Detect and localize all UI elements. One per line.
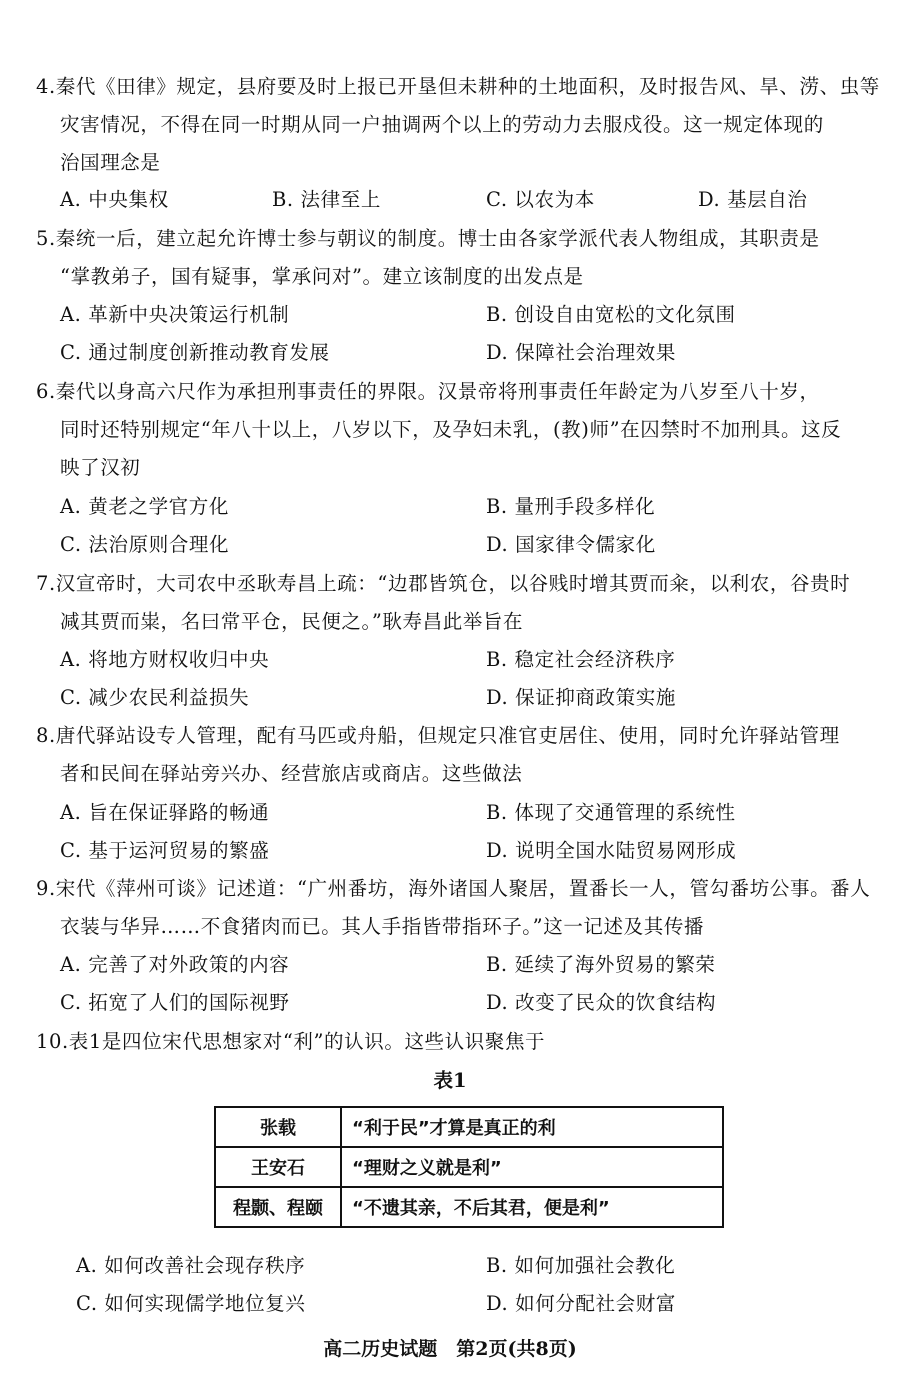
option-c[interactable]: C. 如何实现儒学地位复兴 [76, 1292, 306, 1315]
option-a[interactable]: A. 旨在保证驿路的畅通 [60, 801, 270, 824]
option-c[interactable]: C. 以农为本 [486, 188, 595, 211]
option-a[interactable]: A. 完善了对外政策的内容 [60, 953, 290, 976]
thinker-view: “不遗其亲，不后其君，便是利” [341, 1187, 723, 1227]
option-b[interactable]: B. 稳定社会经济秩序 [486, 648, 676, 671]
question-stem-line: 8.唐代驿站设专人管理，配有马匹或舟船，但规定只准官吏居住、使用，同时允许驿站管理 [36, 724, 840, 747]
question-stem-line: 4.秦代《田律》规定，县府要及时上报已开垦但未耕种的土地面积，及时报告风、旱、涝、虫等 [36, 75, 880, 98]
table-row [215, 1147, 723, 1187]
option-b[interactable]: B. 如何加强社会教化 [486, 1254, 676, 1277]
option-c[interactable]: C. 减少农民利益损失 [60, 686, 250, 709]
option-c[interactable]: C. 法治原则合理化 [60, 533, 230, 556]
question-stem-line: 9.宋代《萍州可谈》记述道：“广州番坊，海外诸国人聚居，置番长一人，管勾番坊公事。番人 [36, 877, 871, 900]
thinkers-table [214, 1106, 724, 1228]
thinker-name: 王安石 [215, 1147, 341, 1187]
option-b[interactable]: B. 创设自由宽松的文化氛围 [486, 303, 736, 326]
thinker-name: 程颢、程颐 [215, 1187, 341, 1227]
question-stem-line: 5.秦统一后，建立起允许博士参与朝议的制度。博士由各家学派代表人物组成，其职责是 [36, 227, 820, 250]
question-stem-line: “掌教弟子，国有疑事，掌承问对”。建立该制度的出发点是 [60, 265, 584, 288]
option-a[interactable]: A. 黄老之学官方化 [60, 495, 229, 518]
option-d[interactable]: D. 国家律令儒家化 [486, 533, 656, 556]
option-a[interactable]: A. 革新中央决策运行机制 [60, 303, 290, 326]
question-stem-line: 衣装与华异……不食猪肉而已。其人手指皆带指环子。”这一记述及其传播 [60, 915, 705, 938]
table-row [215, 1187, 723, 1227]
table-caption: 表1 [433, 1069, 467, 1092]
question-stem-line: 治国理念是 [60, 151, 161, 174]
option-d[interactable]: D. 保证抑商政策实施 [486, 686, 676, 709]
option-c[interactable]: C. 通过制度创新推动教育发展 [60, 341, 330, 364]
question-stem-line: 10.表1是四位宋代思想家对“利”的认识。这些认识聚焦于 [36, 1030, 546, 1053]
option-b[interactable]: B. 法律至上 [272, 188, 381, 211]
option-d[interactable]: D. 保障社会治理效果 [486, 341, 676, 364]
option-c[interactable]: C. 拓宽了人们的国际视野 [60, 991, 290, 1014]
question-stem-line: 者和民间在驿站旁兴办、经营旅店或商店。这些做法 [60, 762, 523, 785]
option-b[interactable]: B. 量刑手段多样化 [486, 495, 656, 518]
option-a[interactable]: A. 将地方财权收归中央 [60, 648, 270, 671]
thinker-view: “利于民”才算是真正的利 [341, 1107, 723, 1147]
option-b[interactable]: B. 体现了交通管理的系统性 [486, 801, 736, 824]
table-row [215, 1107, 723, 1147]
question-stem-line: 映了汉初 [60, 456, 141, 479]
option-c[interactable]: C. 基于运河贸易的繁盛 [60, 839, 270, 862]
question-stem-line: 6.秦代以身高六尺作为承担刑事责任的界限。汉景帝将刑事责任年龄定为八岁至八十岁， [36, 380, 820, 403]
option-d[interactable]: D. 如何分配社会财富 [486, 1292, 676, 1315]
option-a[interactable]: A. 中央集权 [60, 188, 169, 211]
page-footer: 高二历史试题 第2页(共8页) [323, 1338, 577, 1360]
question-stem-line: 7.汉宣帝时，大司农中丞耿寿昌上疏：“边郡皆筑仓，以谷贱时增其贾而籴，以利农，谷贵时 [36, 572, 851, 595]
option-d[interactable]: D. 基层自治 [698, 188, 808, 211]
option-d[interactable]: D. 说明全国水陆贸易网形成 [486, 839, 737, 862]
thinker-view: “理财之义就是利” [341, 1147, 723, 1187]
option-d[interactable]: D. 改变了民众的饮食结构 [486, 991, 717, 1014]
question-stem-line: 减其贾而粜，名曰常平仓，民便之。”耿寿昌此举旨在 [60, 610, 524, 633]
option-b[interactable]: B. 延续了海外贸易的繁荣 [486, 953, 716, 976]
thinker-name: 张载 [215, 1107, 341, 1147]
option-a[interactable]: A. 如何改善社会现存秩序 [76, 1254, 306, 1277]
question-stem-line: 同时还特别规定“年八十以上，八岁以下，及孕妇未乳，(教)师”在囚禁时不加刑具。这反 [60, 418, 842, 441]
question-stem-line: 灾害情况，不得在同一时期从同一户抽调两个以上的劳动力去服戍役。这一规定体现的 [60, 113, 824, 136]
